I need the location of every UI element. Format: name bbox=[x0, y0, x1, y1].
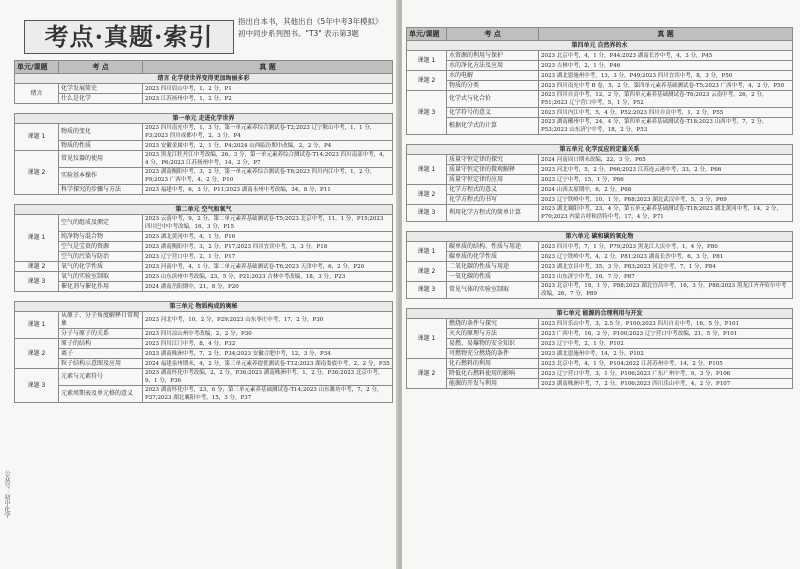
table-row bbox=[15, 282, 393, 292]
header-lesson: 单元/课题 bbox=[407, 28, 447, 41]
unit-gap bbox=[15, 292, 393, 302]
question-cell: 2024 湖南岳阳期中，21，8 分，P20 bbox=[143, 282, 393, 292]
topic-cell: 元素与元素符号 bbox=[59, 369, 143, 386]
right-page bbox=[402, 0, 800, 569]
table-row bbox=[407, 175, 793, 185]
question-cell: 2023 河北中考，5，2 分，P66;2023 江苏连云港中考，33，2 分，P66 bbox=[539, 165, 793, 175]
topic-cell: 催化剂与催化作用 bbox=[59, 282, 143, 292]
index-table-left bbox=[14, 60, 393, 403]
table-row bbox=[407, 252, 793, 262]
lesson-cell: 课题 1 bbox=[15, 312, 59, 339]
unit-gap bbox=[15, 104, 393, 114]
topic-cell: 氧气的化学性质 bbox=[59, 262, 143, 272]
table-row bbox=[15, 272, 393, 282]
left-page bbox=[0, 0, 398, 569]
topic-cell: 实验基本操作 bbox=[59, 168, 143, 185]
topic-cell: 分子与原子的关系 bbox=[59, 329, 143, 339]
lesson-cell: 课题 2 bbox=[407, 185, 447, 205]
table-row bbox=[15, 252, 393, 262]
question-cell: 2024 河南周口期末改编，22，3 分，P65 bbox=[539, 155, 793, 165]
unit-title-row bbox=[407, 232, 793, 242]
topic-cell: 常见仪器的使用 bbox=[59, 151, 143, 168]
table-row bbox=[407, 165, 793, 175]
topic-cell: 空气的组成及测定 bbox=[59, 215, 143, 232]
table-row bbox=[407, 61, 793, 71]
unit-title: 第六单元 碳和碳的氧化物 bbox=[407, 232, 793, 242]
lesson-cell: 绪言 bbox=[15, 84, 59, 104]
table-row bbox=[407, 155, 793, 165]
question-cell: 2023 辽宁中考，15，1 分，P66 bbox=[539, 175, 793, 185]
question-cell: 2023 湖南株洲中考，7，2 分，P34;2023 安徽合肥中考，12，3 分，P34 bbox=[143, 349, 393, 359]
question-cell: 2023 辽宁营口中考，3，1 分，P106;2023 广东广州中考，9，3 分，P106 bbox=[539, 369, 793, 379]
question-cell: 2023 山东滨州中考改编，23，5 分，P21;2023 吉林中考改编，18，3 分，P23 bbox=[143, 272, 393, 282]
topic-cell: 物质的变化 bbox=[59, 124, 143, 141]
question-cell: 2023 湖北宜昌中考，35，3 分，P83;2023 河北中考，7，1 分，P84 bbox=[539, 262, 793, 272]
unit-title-row bbox=[407, 41, 793, 51]
gap-cell bbox=[407, 135, 793, 145]
unit-title: 第二单元 空气和氧气 bbox=[15, 205, 393, 215]
question-cell: 2023 四川中考，7，1 分，P79;2023 黑龙江大庆中考，1，4 分，P80 bbox=[539, 242, 793, 252]
table-row bbox=[15, 232, 393, 242]
unit-title: 第七单元 能源的合理利用与开发 bbox=[407, 309, 793, 319]
question-cell: 2023 湖北恩施州中考，13，3 分，P49;2023 四川宜宾中考，8，3 分，P50 bbox=[539, 71, 793, 81]
question-cell: 2023 四川江门中考，8，4 分，P32 bbox=[143, 339, 393, 349]
topic-cell: 物质的分类 bbox=[447, 81, 539, 91]
lesson-cell: 课题 2 bbox=[407, 262, 447, 282]
topic-cell: 水的电解 bbox=[447, 71, 539, 81]
topic-cell: 质量守恒定律的探究 bbox=[447, 155, 539, 165]
table-row bbox=[407, 359, 793, 369]
topic-cell: 离子 bbox=[59, 349, 143, 359]
header-topic: 考 点 bbox=[59, 61, 143, 74]
question-cell: 2024 福建泉州期末，4，2 分，第三单元素养提优测试卷-T12;2023 湖南娄底中考，2，2 分，P35 bbox=[143, 359, 393, 369]
topic-cell: 降低化石燃料使用的影响 bbox=[447, 369, 539, 379]
unit-title-row bbox=[407, 309, 793, 319]
table-row bbox=[15, 242, 393, 252]
lesson-cell: 课题 2 bbox=[407, 359, 447, 389]
topic-cell: 空气是宝贵的资源 bbox=[59, 242, 143, 252]
table-header bbox=[407, 28, 793, 41]
lesson-cell: 课题 3 bbox=[407, 282, 447, 299]
question-cell: 2023 湖北恩施州中考，14，2 分，P102 bbox=[539, 349, 793, 359]
table-row bbox=[15, 84, 393, 94]
unit-gap bbox=[407, 135, 793, 145]
topic-cell: 化石燃料的利用 bbox=[447, 359, 539, 369]
lesson-cell: 课题 3 bbox=[407, 91, 447, 135]
topic-cell: 水资源的利用与保护 bbox=[447, 51, 539, 61]
table-row bbox=[15, 386, 393, 403]
topic-cell: 常见气体的实验室制取 bbox=[447, 282, 539, 299]
unit-title: 绪言 化学使世界变得更加绚丽多彩 bbox=[15, 74, 393, 84]
question-cell: 2023 四川乐山中考，3，2.5 分，P100;2023 四川自贡中考，16，5 分，P101 bbox=[539, 319, 793, 329]
question-cell: 2023 湖南怀化中考改编，2，2 分，P36;2023 湖南株洲中考，1，2 分，P36;2023 北京中考，9，1 分，P36 bbox=[143, 369, 393, 386]
table-row bbox=[407, 339, 793, 349]
page-title: 考点·真题·索引 bbox=[24, 20, 234, 54]
unit-title-row bbox=[15, 74, 393, 84]
table-row bbox=[407, 91, 793, 108]
table-row bbox=[15, 262, 393, 272]
question-cell: 2023 湖南株洲中考，7，2 分，P106;2023 四川乐山中考，4，2 分，P107 bbox=[539, 379, 793, 389]
question-cell: 2023 黑龙江牡丹江中考改编，26，3 分，第一单元素养综合测试卷-T14;2023 四川南部中考，4，4 分，P6;2023 江苏扬州中考，14，2 分，P7 bbox=[143, 151, 393, 168]
table-row bbox=[15, 185, 393, 195]
table-row bbox=[15, 168, 393, 185]
question-cell: 2023 山东济宁中考，16，7 分，P87 bbox=[539, 272, 793, 282]
table-row bbox=[407, 185, 793, 195]
topic-cell: 纯净物与混合物 bbox=[59, 232, 143, 242]
question-cell: 2023 四川凉山州中考改编，2，2 分，P30 bbox=[143, 329, 393, 339]
index-table-right bbox=[406, 27, 793, 389]
table-row bbox=[15, 151, 393, 168]
unit-title: 第五单元 化学反应的定量关系 bbox=[407, 145, 793, 155]
header-questions: 真 题 bbox=[143, 61, 393, 74]
lesson-cell: 课题 1 bbox=[407, 319, 447, 359]
topic-cell: 化学方程式的意义 bbox=[447, 185, 539, 195]
topic-cell: 水的净化方法及应用 bbox=[447, 61, 539, 71]
gap-cell bbox=[407, 222, 793, 232]
question-cell: 2023 福建中考，6，3 分，P11;2023 湖南永州中考改编，34，8 分，P11 bbox=[143, 185, 393, 195]
question-cell: 2023 湖南衡阳中考，3，2 分，第一单元素养综合测试卷-T6;2023 四川内江中考，1，2 分，P9;2023 广西中考，4，2 分，P10 bbox=[143, 168, 393, 185]
question-cell: 2023 辽宁铁岭中考，10，1 分，P68;2023 湖北武汉中考，5，3 分，P69 bbox=[539, 195, 793, 205]
topic-cell: 质量守恒定律的应用 bbox=[447, 175, 539, 185]
topic-cell: 什么是化学 bbox=[59, 94, 143, 104]
lesson-cell: 课题 3 bbox=[15, 272, 59, 292]
lesson-cell: 课题 1 bbox=[15, 124, 59, 151]
unit-title-row bbox=[15, 302, 393, 312]
topic-cell: 粒子结构示意图及应用 bbox=[59, 359, 143, 369]
table-row bbox=[407, 349, 793, 359]
table-row bbox=[15, 369, 393, 386]
question-cell: 2023 四川眉山中考，1，2 分，P1 bbox=[143, 84, 393, 94]
question-cell: 2023 辽宁中考，2，1 分，P102 bbox=[539, 339, 793, 349]
gap-cell bbox=[15, 292, 393, 302]
table-row bbox=[407, 51, 793, 61]
table-row bbox=[407, 262, 793, 272]
question-cell: 2023 北京中考，4，1 分，P44;2023 湖南长沙中考，4，3 分，P45 bbox=[539, 51, 793, 61]
question-cell: 2023 湖南怀化中考，23，6 分，第三单元素养基础测试卷-T14;2023 山东潍坊中考，7，2 分，P37;2023 湖北襄阳中考，15，3 分，P37 bbox=[143, 386, 393, 403]
table-row bbox=[407, 81, 793, 91]
topic-cell: 化学方程式的书写 bbox=[447, 195, 539, 205]
table-row bbox=[15, 339, 393, 349]
unit-title: 第四单元 自然界的水 bbox=[407, 41, 793, 51]
question-cell: 2023 四川南充中考，1，3 分，第一单元素养综合测试卷-T2;2023 辽宁鞍山中考，1，1 分，P3;2023 四川成都中考，2，3 分，P4 bbox=[143, 124, 393, 141]
topic-cell: 易燃、易爆物的安全知识 bbox=[447, 339, 539, 349]
gap-cell bbox=[15, 104, 393, 114]
topic-cell: 原子的结构 bbox=[59, 339, 143, 349]
lesson-cell: 课题 2 bbox=[15, 151, 59, 195]
lesson-cell: 课题 1 bbox=[407, 51, 447, 71]
question-cell: 2023 四川自贡中考，12，2 分，第四单元素养基础测试卷-T6;2023 云南中考，26，2 分，P51;2023 辽宁营口中考，5，1 分，P52 bbox=[539, 91, 793, 108]
topic-cell: 燃烧的条件与探究 bbox=[447, 319, 539, 329]
unit-title: 第三单元 物质构成的奥秘 bbox=[15, 302, 393, 312]
gap-cell bbox=[15, 195, 393, 205]
unit-gap bbox=[407, 299, 793, 309]
table-row bbox=[407, 242, 793, 252]
title-note: 指出自本书，其他出自《5年中考3年模拟》初中同步系列图书。"T3" 表示第3题 bbox=[238, 17, 383, 38]
header-topic: 考 点 bbox=[447, 28, 539, 41]
lesson-cell: 课题 2 bbox=[15, 262, 59, 272]
lesson-cell: 课题 1 bbox=[15, 215, 59, 262]
table-row bbox=[407, 118, 793, 135]
table-row bbox=[407, 319, 793, 329]
table-row bbox=[407, 282, 793, 299]
topic-cell: 质量守恒定律的微观解释 bbox=[447, 165, 539, 175]
question-cell: 2024 山西太原期中，6，2 分，P68 bbox=[539, 185, 793, 195]
question-cell: 2023 广西中考，16，2 分，P100;2023 辽宁营口中考改编，21，5 分，P101 bbox=[539, 329, 793, 339]
topic-cell: 从原子、分子角度解释日常现象 bbox=[59, 312, 143, 329]
table-row bbox=[407, 195, 793, 205]
topic-cell: 根据化学式的计算 bbox=[447, 118, 539, 135]
lesson-cell: 课题 3 bbox=[15, 369, 59, 403]
lesson-cell: 课题 2 bbox=[15, 339, 59, 369]
table-row bbox=[15, 124, 393, 141]
topic-cell: 利用化学方程式的简单计算 bbox=[447, 205, 539, 222]
question-cell: 2023 河北中考，10，2 分，P29;2023 山东枣庄中考，17，2 分，P30 bbox=[143, 312, 393, 329]
topic-cell: 碳单质的结构、性质与用途 bbox=[447, 242, 539, 252]
lesson-cell: 课题 3 bbox=[407, 205, 447, 222]
header-lesson: 单元/课题 bbox=[15, 61, 59, 74]
table-row bbox=[15, 329, 393, 339]
topic-cell: 科学探究的步骤与方法 bbox=[59, 185, 143, 195]
topic-cell: 可燃物充分燃烧的条件 bbox=[447, 349, 539, 359]
table-row bbox=[407, 205, 793, 222]
question-cell: 2023 辽宁营口中考，2，1 分，P17 bbox=[143, 252, 393, 262]
table-row bbox=[15, 215, 393, 232]
table-row bbox=[15, 359, 393, 369]
question-cell: 2023 吉林中考，2，1 分，P46 bbox=[539, 61, 793, 71]
table-row bbox=[407, 71, 793, 81]
unit-title: 第一单元 走进化学世界 bbox=[15, 114, 393, 124]
question-cell: 2023 北京中考，4，1 分，P104;2022 江苏苏州中考，14，2 分，P105 bbox=[539, 359, 793, 369]
topic-cell: 二氧化碳的性质与用途 bbox=[447, 262, 539, 272]
unit-title-row bbox=[15, 114, 393, 124]
lesson-cell: 课题 1 bbox=[407, 155, 447, 185]
topic-cell: 化学符号的意义 bbox=[447, 108, 539, 118]
topic-cell: 灭火的原理与方法 bbox=[447, 329, 539, 339]
unit-gap bbox=[15, 195, 393, 205]
topic-cell: 化学式与化合价 bbox=[447, 91, 539, 108]
question-cell: 2023 辽宁铁岭中考，4，2 分，P81;2023 湖南长沙中考，6，3 分，P81 bbox=[539, 252, 793, 262]
header-questions: 真 题 bbox=[539, 28, 793, 41]
table-header bbox=[15, 61, 393, 74]
table-row bbox=[407, 329, 793, 339]
question-cell: 2023 四川内江中考，5，4 分，P52;2023 四川自贡中考，1，2 分，P55 bbox=[539, 108, 793, 118]
question-cell: 2023 湖南郴州中考，24，4 分，第四单元素养基础测试卷-T18;2023 山西中考，7，2 分，P53;2023 山东济宁中考，18，2 分，P53 bbox=[539, 118, 793, 135]
question-cell: 2023 湖南衡阳中考，3，2 分，P17;2023 四川宜宾中考，3，3 分，P18 bbox=[143, 242, 393, 252]
table-row bbox=[15, 94, 393, 104]
topic-cell: 能源的开发与利用 bbox=[447, 379, 539, 389]
topic-cell: 一氧化碳的性质 bbox=[447, 272, 539, 282]
question-cell: 2023 湖北黄冈中考，4，1 分，P16 bbox=[143, 232, 393, 242]
question-cell: 2023 河南中考，4，1 分，第二单元素养基础测试卷-T6;2023 天津中考，6，2 分，P20 bbox=[143, 262, 393, 272]
side-watermark-text: 公众号：初中化学 bbox=[3, 470, 10, 518]
table-row bbox=[407, 379, 793, 389]
topic-cell: 化学发展简史 bbox=[59, 84, 143, 94]
table-row bbox=[407, 272, 793, 282]
question-cell: 2023 江苏扬州中考，1，2 分，P2 bbox=[143, 94, 393, 104]
table-row bbox=[15, 312, 393, 329]
lesson-cell: 课题 2 bbox=[407, 71, 447, 91]
table-row bbox=[407, 369, 793, 379]
unit-gap bbox=[407, 222, 793, 232]
table-row bbox=[407, 108, 793, 118]
topic-cell: 物质的性质 bbox=[59, 141, 143, 151]
topic-cell: 空气的污染与防治 bbox=[59, 252, 143, 262]
question-cell: 2023 北京中考，18，1 分，P88;2023 湖北宜昌中考，16，3 分，P88;2023 黑龙江齐齐哈尔中考改编，26，7 分，P89 bbox=[539, 282, 793, 299]
lesson-cell: 课题 1 bbox=[407, 242, 447, 262]
topic-cell: 碳单质的化学性质 bbox=[447, 252, 539, 262]
question-cell: 2023 湖北襄阳中考，23，4 分，第五单元素养基础测试卷-T18;2023 湖北黄冈中考，14，2 分，P70;2023 内蒙古呼和浩特中考，17，4 分，P71 bbox=[539, 205, 793, 222]
unit-title-row bbox=[15, 205, 393, 215]
table-row bbox=[15, 349, 393, 359]
question-cell: 2023 四川南充中考 B 卷，5，2 分，第四单元素养基础测试卷-T5;2023 广西中考，4，2 分，P50 bbox=[539, 81, 793, 91]
topic-cell: 氧气的实验室制取 bbox=[59, 272, 143, 282]
gap-cell bbox=[407, 299, 793, 309]
topic-cell: 元素周期表及单元格的意义 bbox=[59, 386, 143, 403]
question-cell: 2023 安徽金属中考，2，1 分，P4;2024 山西临汾期中改编，2，2 分，P4 bbox=[143, 141, 393, 151]
unit-title-row bbox=[407, 145, 793, 155]
table-row bbox=[15, 141, 393, 151]
question-cell: 2023 云南中考，9，2 分，第二单元素养基础测试卷-T5;2023 北京中考，11，1 分，P15;2023 四川巴中中考改编，16，3 分，P15 bbox=[143, 215, 393, 232]
